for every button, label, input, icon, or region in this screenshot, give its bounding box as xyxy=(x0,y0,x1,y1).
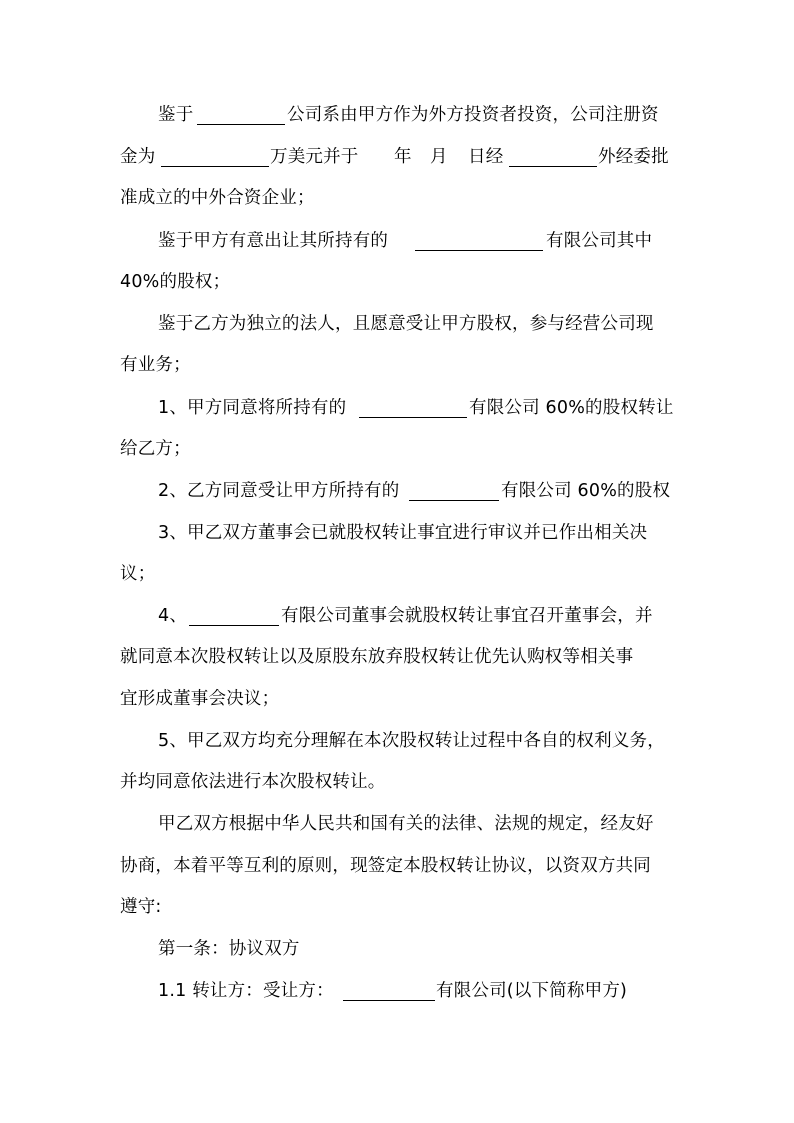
paragraph-8-line-2 xyxy=(0,767,794,797)
paragraph-9-line-3 xyxy=(0,892,794,922)
text: 金为 xyxy=(120,147,156,167)
paragraph-8-line-1 xyxy=(0,726,794,756)
text: 日经 xyxy=(468,147,504,167)
text: 第一条：协议双方 xyxy=(158,939,300,959)
text: 有限公司 60%的股权 xyxy=(501,481,671,501)
blank-company-name[interactable] xyxy=(409,481,499,501)
text: 就同意本次股权转让以及原股东放弃股权转让优先认购权等相关事 xyxy=(120,647,634,667)
paragraph-9-line-1 xyxy=(0,809,794,839)
blank-company-name[interactable] xyxy=(359,398,467,418)
blank-registered-capital[interactable] xyxy=(161,147,269,167)
text: 宜形成董事会决议； xyxy=(120,689,280,709)
text: 并均同意依法进行本次股权转让。 xyxy=(120,772,386,792)
paragraph-9-line-2 xyxy=(0,851,794,881)
text: 公司系由甲方作为外方投资者投资，公司注册资 xyxy=(287,105,659,125)
text: 协商，本着平等互利的原则，现签定本股权转让协议，以资双方共同 xyxy=(120,856,651,876)
text: 月 xyxy=(430,147,448,167)
blank-company-name[interactable] xyxy=(415,231,543,251)
paragraph-7-line-1 xyxy=(0,601,794,631)
text: 3、甲乙双方董事会已就股权转让事宜进行审议并已作出相关决 xyxy=(158,523,648,543)
paragraph-3-line-2 xyxy=(0,350,794,380)
paragraph-4-line-1 xyxy=(0,393,794,423)
text: 给乙方； xyxy=(120,439,191,459)
text: 有业务； xyxy=(120,355,191,375)
blank-transferee-company[interactable] xyxy=(343,981,435,1001)
text: 遵守: xyxy=(120,897,162,917)
blank-company-name[interactable] xyxy=(189,606,279,626)
text: 40%的股权； xyxy=(120,272,231,292)
text: 万美元并于 xyxy=(270,147,359,167)
text: 议； xyxy=(120,564,156,584)
text: 2、乙方同意受让甲方所持有的 xyxy=(158,481,400,501)
text: 1、甲方同意将所持有的 xyxy=(158,398,347,418)
text: 甲乙双方根据中华人民共和国有关的法律、法规的规定，经友好 xyxy=(158,814,654,834)
clause-1-1-line-1 xyxy=(0,976,794,1006)
paragraph-7-line-3 xyxy=(0,684,794,714)
blank-approval-authority[interactable] xyxy=(509,147,597,167)
paragraph-3-line-1 xyxy=(0,309,794,339)
text: 4、 xyxy=(158,606,188,626)
text: 准成立的中外合资企业； xyxy=(120,188,315,208)
text: 鉴于乙方为独立的法人，且愿意受让甲方股权，参与经营公司现 xyxy=(158,314,654,334)
text: 年 xyxy=(394,147,412,167)
text: 鉴于 xyxy=(158,105,194,125)
paragraph-2-line-1 xyxy=(0,226,794,256)
paragraph-1-line-1 xyxy=(0,100,794,130)
paragraph-2-line-2 xyxy=(0,267,794,297)
paragraph-4-line-2 xyxy=(0,434,794,464)
paragraph-6-line-2 xyxy=(0,559,794,589)
text: 鉴于甲方有意出让其所持有的 xyxy=(158,231,389,251)
paragraph-1-line-2 xyxy=(0,142,794,172)
text: 有限公司其中 xyxy=(546,231,653,251)
paragraph-5-line-1 xyxy=(0,476,794,506)
paragraph-1-line-3 xyxy=(0,183,794,213)
text: 1.1 转让方：受让方： xyxy=(158,981,334,1001)
blank-company-name[interactable] xyxy=(197,105,285,125)
text: 外经委批 xyxy=(598,147,669,167)
paragraph-6-line-1 xyxy=(0,518,794,548)
text: 有限公司董事会就股权转让事宜召开董事会，并 xyxy=(281,606,653,626)
article-1-heading xyxy=(0,934,794,964)
text: 有限公司(以下简称甲方) xyxy=(436,981,628,1001)
paragraph-7-line-2 xyxy=(0,642,794,672)
text: 5、甲乙双方均充分理解在本次股权转让过程中各自的权利义务， xyxy=(158,731,665,751)
text: 有限公司 60%的股权转让 xyxy=(469,398,674,418)
